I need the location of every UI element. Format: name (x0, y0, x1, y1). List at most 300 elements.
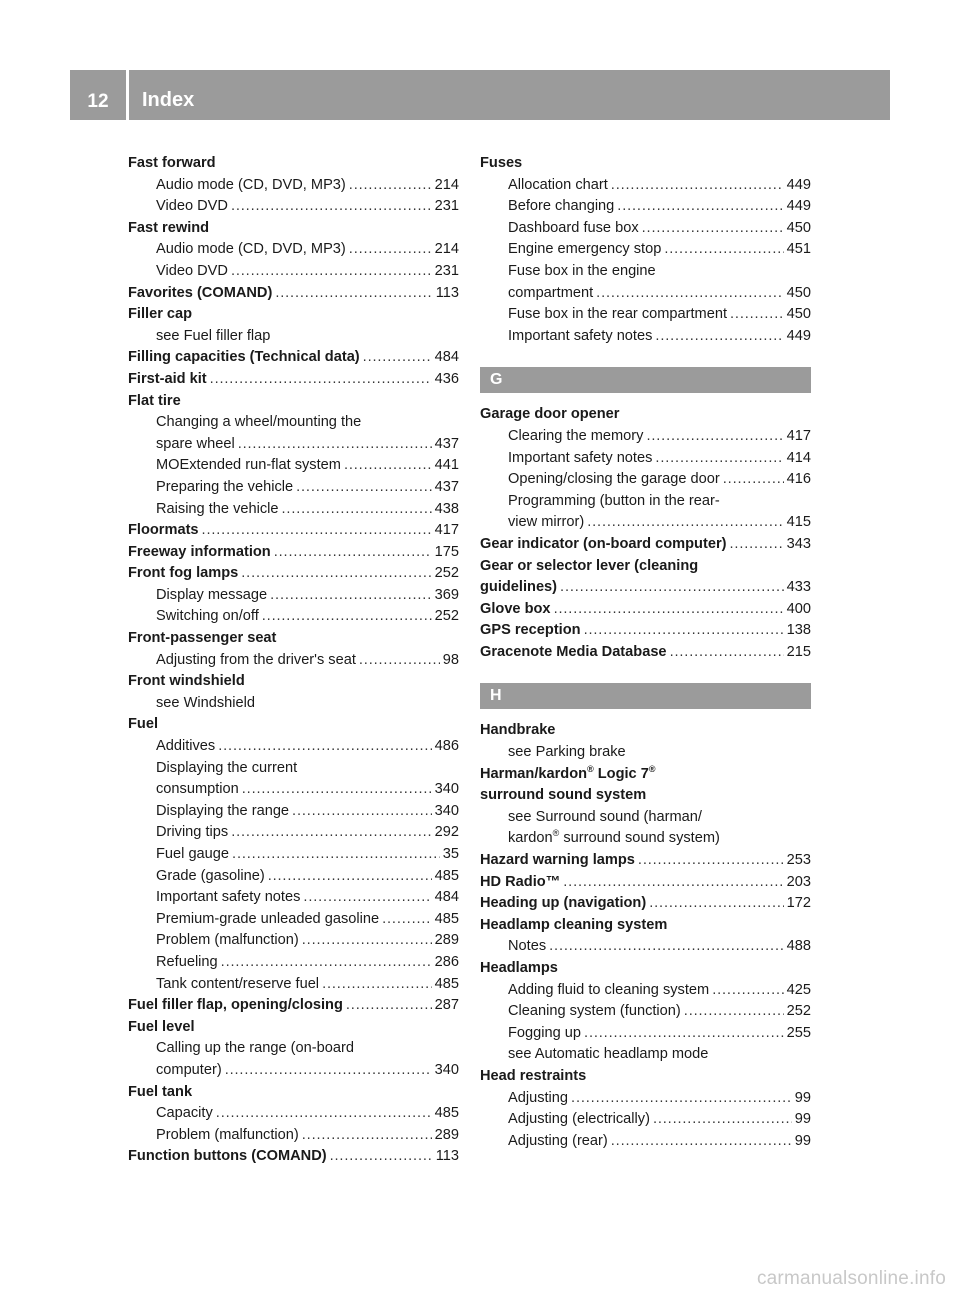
leader-dots (242, 779, 432, 801)
index-entry (128, 1017, 459, 1039)
entry-text: Refueling (156, 953, 218, 970)
index-subentry (128, 477, 459, 499)
leader-dots (210, 369, 432, 391)
index-entry (480, 785, 811, 807)
entry-text: Front-passenger seat (128, 630, 277, 647)
index-subentry (128, 1125, 459, 1147)
index-subentry (480, 218, 811, 240)
entry-text: Problem (malfunction) (156, 1126, 299, 1143)
index-subentry (128, 175, 459, 197)
entry-text: Video DVD (156, 198, 228, 215)
index-entry (128, 369, 459, 391)
entry-text: Cleaning system (function) (508, 1003, 681, 1020)
page-ref: 214 (434, 176, 459, 193)
entry-text: Garage door opener (480, 406, 620, 423)
page-ref: 449 (786, 176, 811, 193)
leader-dots (268, 866, 432, 888)
entry-text: consumption (156, 781, 239, 798)
entry-text: Fuses (480, 155, 523, 171)
leader-dots (611, 175, 784, 197)
page-ref: 417 (434, 522, 459, 539)
entry-text: Important safety notes (508, 327, 653, 344)
index-entry (128, 218, 459, 240)
page-ref: 484 (434, 889, 459, 906)
page-ref: 437 (434, 478, 459, 495)
leader-dots (730, 304, 784, 326)
index-subentry (128, 434, 459, 456)
leader-dots (712, 980, 783, 1002)
index-subentry (480, 175, 811, 197)
page-number: 12 (87, 91, 109, 112)
leader-dots (684, 1001, 784, 1023)
index-entry (128, 347, 459, 369)
page-ref: 485 (434, 910, 459, 927)
page-ref: 417 (786, 427, 811, 444)
page-ref: 437 (434, 435, 459, 452)
entry-text: Front windshield (128, 673, 245, 690)
index-subentry (128, 650, 459, 672)
entry-text: Displaying the current (156, 759, 298, 776)
page-ref: 292 (434, 824, 459, 841)
entry-text: Problem (malfunction) (156, 932, 299, 949)
index-entry (480, 915, 811, 937)
index-column-right (480, 153, 811, 1152)
index-entry (480, 534, 811, 556)
entry-text: Changing a wheel/mounting the (156, 414, 362, 431)
index-entry (480, 850, 811, 872)
leader-dots (642, 218, 784, 240)
leader-dots (730, 534, 784, 556)
index-entry (128, 714, 459, 736)
leader-dots (549, 936, 784, 958)
leader-dots (584, 620, 784, 642)
entry-text: Fogging up (508, 1024, 582, 1041)
leader-dots (560, 577, 784, 599)
leader-dots (359, 650, 440, 672)
entry-text: guidelines) (480, 579, 558, 596)
index-subentry (480, 426, 811, 448)
page-ref: 289 (434, 932, 459, 949)
index-entry (480, 642, 811, 664)
index-entry (128, 520, 459, 542)
index-subentry (480, 807, 811, 829)
entry-text: Freeway information (128, 543, 271, 560)
index-subentry (480, 512, 811, 534)
page-ref: 451 (786, 241, 811, 258)
page-ref: 289 (434, 1126, 459, 1143)
leader-dots (202, 520, 432, 542)
entry-text: Preparing the vehicle (156, 478, 294, 495)
index-subentry (128, 801, 459, 823)
page-ref: 485 (434, 1105, 459, 1122)
entry-text: surround sound system (480, 787, 647, 804)
index-entry (128, 671, 459, 693)
entry-text: Audio mode (CD, DVD, MP3) (156, 176, 346, 193)
page-ref: 340 (434, 802, 459, 819)
index-entry (480, 404, 811, 426)
entry-text: Displaying the range (156, 802, 290, 819)
index-entry (128, 563, 459, 585)
index-subentry (480, 936, 811, 958)
leader-dots (344, 455, 432, 477)
page-ref: 35 (442, 846, 459, 862)
index-entry (480, 577, 811, 599)
entry-text: Filling capacities (Technical data) (128, 349, 360, 366)
page-ref: 340 (434, 781, 459, 798)
entry-text: spare wheel (156, 435, 235, 452)
entry-text: Video DVD (156, 262, 228, 279)
leader-dots (330, 1146, 433, 1168)
page-ref: 450 (786, 306, 811, 323)
leader-dots (302, 930, 432, 952)
page-ref: 450 (786, 219, 811, 236)
page-ref: 138 (786, 622, 811, 639)
index-entry (480, 958, 811, 980)
entry-text: compartment (508, 284, 594, 301)
entry-text: Harman/kardon® Logic 7® (480, 763, 656, 782)
entry-text: Fast rewind (128, 219, 210, 236)
page-ref: 99 (794, 1089, 811, 1106)
index-subentry (480, 239, 811, 261)
entry-text: Engine emergency stop (508, 241, 662, 258)
page-ref: 343 (786, 535, 811, 552)
index-entry (480, 556, 811, 578)
entry-text: see Windshield (156, 694, 255, 711)
entry-text: Tank content/reserve fuel (156, 975, 320, 992)
page-ref: 484 (434, 349, 459, 366)
leader-dots (611, 1131, 792, 1153)
page-ref: 252 (434, 565, 459, 582)
entry-text: Driving tips (156, 824, 229, 841)
index-entry (480, 872, 811, 894)
index-subentry (128, 261, 459, 283)
entry-text: Adjusting from the driver's seat (156, 651, 356, 668)
page-ref: 99 (794, 1132, 811, 1149)
leader-dots (649, 893, 783, 915)
entry-text: Calling up the range (on-board (156, 1040, 354, 1057)
leader-dots (363, 347, 432, 369)
leader-dots (349, 175, 432, 197)
leader-dots (655, 448, 783, 470)
leader-dots (232, 844, 440, 866)
index-subentry (128, 239, 459, 261)
leader-dots (296, 477, 432, 499)
index-subentry (128, 887, 459, 909)
index-subentry (480, 1131, 811, 1153)
leader-dots (221, 952, 432, 974)
leader-dots (225, 1060, 432, 1082)
index-subentry (480, 1001, 811, 1023)
entry-text: Adding fluid to cleaning system (508, 981, 710, 998)
entry-text: Clearing the memory (508, 427, 644, 444)
page-ref: 99 (794, 1111, 811, 1128)
page-ref: 252 (434, 608, 459, 625)
entry-text: Notes (508, 938, 547, 955)
leader-dots (596, 283, 783, 305)
index-entry (480, 153, 811, 175)
leader-dots (646, 426, 783, 448)
entry-text: Switching on/off (156, 608, 259, 625)
index-subentry (128, 909, 459, 931)
entry-text: Grade (gasoline) (156, 867, 265, 884)
leader-dots (664, 239, 783, 261)
page-ref: 98 (442, 651, 459, 668)
entry-text: Fuel gauge (156, 846, 230, 862)
page-ref: 485 (434, 867, 459, 884)
page-ref: 414 (786, 449, 811, 466)
index-entry (128, 995, 459, 1017)
entry-text: MOExtended run-flat system (156, 457, 341, 474)
leader-dots (302, 1125, 432, 1147)
leader-dots (231, 822, 431, 844)
page-ref: 172 (786, 895, 811, 912)
index-entry (128, 542, 459, 564)
page-ref: 485 (434, 975, 459, 992)
entry-text: Capacity (156, 1105, 213, 1122)
entry-text: Before changing (508, 198, 615, 215)
entry-text: Headlamp cleaning system (480, 916, 668, 933)
entry-text: Floormats (128, 522, 199, 539)
leader-dots (655, 326, 783, 348)
section-letter-h: H (480, 683, 811, 709)
entry-text: Fuse box in the rear compartment (508, 306, 728, 323)
entry-text: Function buttons (COMAND) (128, 1148, 327, 1165)
page-ref: 449 (786, 327, 811, 344)
index-entry (128, 391, 459, 413)
leader-dots (346, 995, 432, 1017)
entry-text: Audio mode (CD, DVD, MP3) (156, 241, 346, 258)
index-entry (128, 153, 459, 175)
index-subentry (480, 196, 811, 218)
page-ref: 436 (434, 370, 459, 387)
index-subentry (480, 304, 811, 326)
index-subentry (128, 585, 459, 607)
entry-text: Adjusting (electrically) (508, 1111, 650, 1128)
index-subentry (128, 1038, 459, 1060)
entry-text: Premium-grade unleaded gasoline (156, 910, 380, 927)
leader-dots (216, 1103, 432, 1125)
entry-text: Favorites (COMAND) (128, 284, 273, 301)
entry-text: Glove box (480, 600, 551, 617)
leader-dots (270, 585, 432, 607)
index-subentry (128, 499, 459, 521)
entry-text: Flat tire (128, 392, 181, 409)
page-ref: 449 (786, 198, 811, 215)
entry-text: Heading up (navigation) (480, 895, 647, 912)
index-subentry (128, 693, 459, 715)
leader-dots (587, 512, 783, 534)
index-subentry (128, 196, 459, 218)
leader-dots (292, 801, 432, 823)
entry-text: Handbrake (480, 722, 556, 739)
leader-dots (262, 606, 432, 628)
entry-text: view mirror) (508, 514, 585, 531)
leader-dots (563, 872, 783, 894)
entry-text: Important safety notes (508, 449, 653, 466)
page-ref: 203 (786, 873, 811, 890)
index-entry (128, 1146, 459, 1168)
index-subentry (128, 974, 459, 996)
watermark: carmanualsonline.info (756, 1268, 946, 1289)
page-ref: 488 (786, 938, 811, 955)
leader-dots (241, 563, 431, 585)
entry-text: computer) (156, 1061, 222, 1078)
page-ref: 438 (434, 500, 459, 517)
entry-text: Head restraints (480, 1067, 587, 1084)
index-subentry (128, 1103, 459, 1125)
entry-text: Gear or selector lever (cleaning (480, 557, 699, 574)
leader-dots (275, 283, 432, 305)
index-subentry (128, 1060, 459, 1082)
index-subentry (128, 822, 459, 844)
leader-dots (231, 261, 432, 283)
entry-text: Hazard warning lamps (480, 852, 635, 869)
entry-text: Dashboard fuse box (508, 219, 639, 236)
entry-text: Programming (button in the rear- (508, 492, 720, 509)
leader-dots (218, 736, 431, 758)
index-entry (480, 893, 811, 915)
leader-dots (231, 196, 432, 218)
page-ref: 369 (434, 586, 459, 603)
index-subentry (480, 283, 811, 305)
page-ref: 416 (786, 471, 811, 488)
leader-dots (670, 642, 784, 664)
page-ref: 231 (434, 198, 459, 215)
index-subentry (480, 326, 811, 348)
index-entry (480, 764, 811, 786)
page-ref: 252 (786, 1003, 811, 1020)
entry-text: Opening/closing the garage door (508, 471, 720, 488)
index-subentry (480, 742, 811, 764)
entry-text: Adjusting (508, 1089, 569, 1106)
entry-text: First-aid kit (128, 370, 207, 387)
entry-text: see Surround sound (harman/ (508, 808, 702, 825)
index-subentry (480, 980, 811, 1002)
index-entry (480, 1066, 811, 1088)
entry-text: see Fuel filler flap (156, 327, 271, 344)
index-subentry (480, 1109, 811, 1131)
index-entry (480, 599, 811, 621)
index-entry (128, 628, 459, 650)
entry-text: Important safety notes (156, 889, 301, 906)
entry-text: GPS reception (480, 622, 581, 639)
index-subentry (128, 952, 459, 974)
index-subentry (128, 455, 459, 477)
entry-text: Allocation chart (508, 176, 608, 193)
page-ref: 215 (786, 643, 811, 660)
index-subentry (128, 606, 459, 628)
page-ref: 214 (434, 241, 459, 258)
index-subentry (480, 261, 811, 283)
leader-dots (274, 542, 432, 564)
entry-text: Filler cap (128, 306, 193, 323)
page-ref: 400 (786, 600, 811, 617)
leader-dots (571, 1088, 792, 1110)
page-ref: 113 (435, 284, 459, 301)
leader-dots (382, 909, 432, 931)
page-ref: 113 (435, 1148, 459, 1165)
index-subentry (128, 866, 459, 888)
entry-text: Front fog lamps (128, 565, 239, 582)
page-ref: 255 (786, 1024, 811, 1041)
page-ref: 286 (434, 953, 459, 970)
index-subentry (480, 828, 811, 850)
index-subentry (480, 1023, 811, 1045)
page-ref: 175 (434, 543, 459, 560)
entry-text: see Automatic headlamp mode (508, 1046, 709, 1063)
page-ref: 441 (434, 457, 459, 474)
index-entry (128, 304, 459, 326)
entry-text: Gear indicator (on-board computer) (480, 535, 727, 552)
page-ref: 433 (786, 579, 811, 596)
index-entry (128, 1082, 459, 1104)
entry-text: Fuel level (128, 1018, 195, 1035)
entry-text: see Parking brake (508, 744, 626, 761)
leader-dots (554, 599, 784, 621)
entry-text: Fuel filler flap, opening/closing (128, 997, 343, 1014)
leader-dots (282, 499, 432, 521)
index-subentry (480, 1088, 811, 1110)
leader-dots (303, 887, 431, 909)
entry-text: Additives (156, 738, 216, 755)
page-ref: 425 (786, 981, 811, 998)
index-column-left (128, 153, 459, 1168)
page-ref: 450 (786, 284, 811, 301)
header-divider (126, 70, 129, 120)
index-entry (480, 620, 811, 642)
index-subentry (128, 326, 459, 348)
entry-text: Fast forward (128, 155, 216, 171)
entry-text: Fuel tank (128, 1083, 193, 1100)
index-subentry (128, 758, 459, 780)
index-subentry (128, 930, 459, 952)
index-subentry (128, 412, 459, 434)
entry-text: Raising the vehicle (156, 500, 279, 517)
index-subentry (128, 779, 459, 801)
index-subentry (480, 469, 811, 491)
page-title: Index (142, 89, 195, 111)
entry-text: Display message (156, 586, 268, 603)
section-letter-g: G (480, 367, 811, 393)
entry-text: HD Radio™ (480, 873, 561, 890)
index-entry (128, 283, 459, 305)
page-ref: 231 (434, 262, 459, 279)
index-entry (480, 720, 811, 742)
entry-text: Gracenote Media Database (480, 643, 667, 660)
entry-text: Fuel (128, 716, 158, 733)
entry-text: Headlamps (480, 960, 558, 976)
page-ref: 287 (434, 997, 459, 1014)
leader-dots (238, 434, 432, 456)
leader-dots (617, 196, 783, 218)
index-subentry (128, 844, 459, 866)
leader-dots (584, 1023, 784, 1045)
page-ref: 340 (434, 1061, 459, 1078)
page-ref: 415 (786, 514, 811, 531)
leader-dots (653, 1109, 792, 1131)
entry-text: Fuse box in the engine (508, 262, 656, 279)
entry-text: Adjusting (rear) (508, 1132, 608, 1149)
leader-dots (638, 850, 784, 872)
leader-dots (349, 239, 432, 261)
leader-dots (322, 974, 432, 996)
index-subentry (480, 448, 811, 470)
index-subentry (480, 1044, 811, 1066)
page-ref: 486 (434, 738, 459, 755)
index-subentry (480, 491, 811, 513)
entry-text: kardon® surround sound system) (508, 828, 720, 847)
index-subentry (128, 736, 459, 758)
